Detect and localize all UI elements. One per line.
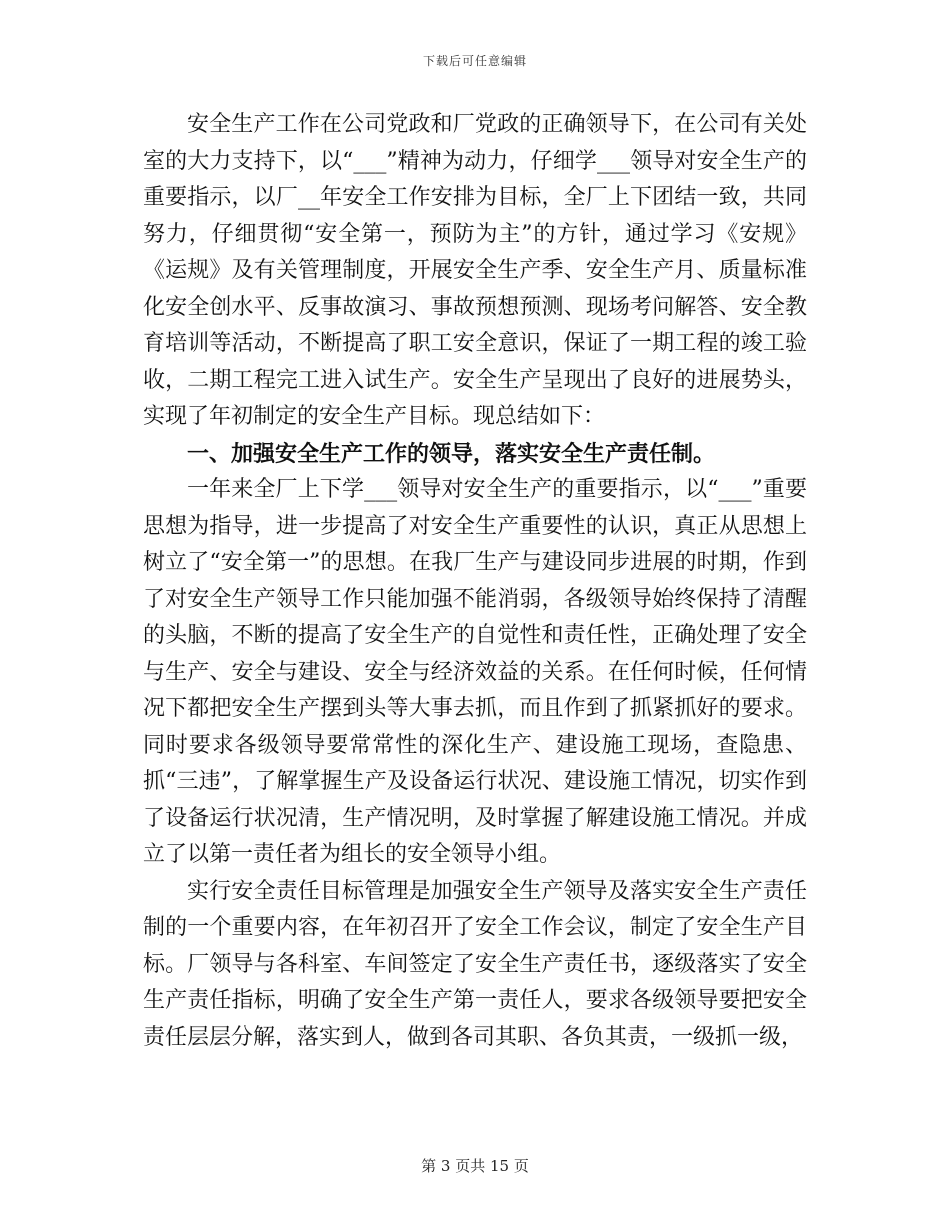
section-heading: 一、加强安全生产工作的领导，落实安全生产责任制。 [187, 440, 716, 467]
document-body [143, 107, 807, 1056]
intro-paragraph: 安全生产工作在公司党政和厂党政的正确领导下，在公司有关处室的大力支持下，以“___”精神为动力，仔细学___领导对安全生产的重要指示，以厂__年安全工作安排为目标，全厂上下团结一致，共同努力，仔细贯彻“安全第一，预防为主”的方针，通过学习《安规》《运规》及有关管理制度，开展安全生产季、安全生产月、质量标准化安全创水平、反事故演习、事故预想预测、现场考问解答、安全教育培训等活动，不断提高了职工安全意识，保证了一期工程的竣工验收，二期工程完工进入试生产。安全生产呈现出了良好的进展势头，实现了年初制定的安全生产目标。现总结如下： [143, 112, 807, 429]
page-number: 第 3 页共 15 页 [421, 1157, 529, 1175]
body-paragraph: 实行安全责任目标管理是加强安全生产领导及落实安全生产责任制的一个重要内容，在年初召开了安全工作会议，制定了安全生产目标。厂领导与各科室、车间签定了安全生产责任书，逐级落实了安全生产责任指标，明确了安全生产第一责任人，要求各级领导要把安全责任层层分解，落实到人，做到各司其职、各负其责，一级抓一级， [143, 878, 807, 1050]
page-header: 下载后可任意编辑 [422, 54, 527, 68]
body-paragraph: 一年来全厂上下学___领导对安全生产的重要指示，以“___”重要思想为指导，进一步提高了对安全生产重要性的认识，真正从思想上树立了“安全第一”的思想。在我厂生产与建设同步进展的时期，作到了对安全生产领导工作只能加强不能消弱，各级领导始终保持了清醒的头脑，不断的提高了安全生产的自觉性和责任性，正确处理了安全与生产、安全与建设、安全与经济效益的关系。在任何时候，任何情况下都把安全生产摆到头等大事去抓，而且作到了抓紧抓好的要求。同时要求各级领导要常常性的深化生产、建设施工现场，查隐患、抓“三违”，了解掌握生产及设备运行状况、建设施工情况，切实作到了设备运行状况清，生产情况明，及时掌握了解建设施工情况。并成立了以第一责任者为组长的安全领导小组。 [143, 477, 807, 867]
